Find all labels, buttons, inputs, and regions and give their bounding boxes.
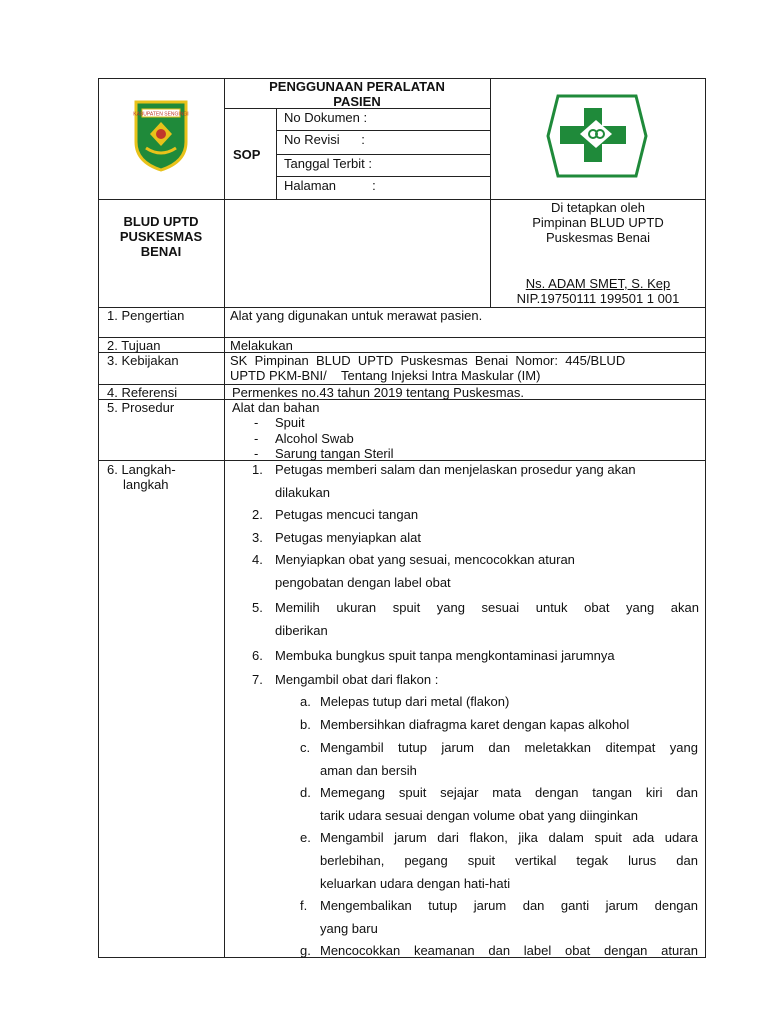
langkah-label-cont: langkah: [123, 477, 169, 492]
substep-letter: g.: [300, 943, 311, 958]
substep-letter: f.: [300, 898, 308, 913]
substep-text: Mengembalikan tutup jarum dan ganti jarum dengan: [320, 898, 698, 913]
substep-text-cont: keluarkan udara dengan hati-hati: [320, 876, 511, 891]
substep-letter: d.: [300, 785, 311, 800]
signer-nip: NIP.19750111 199501 1 001: [516, 291, 680, 306]
substep-letter: a.: [300, 694, 311, 709]
list-bullet: -: [254, 415, 259, 430]
step-number: 3.: [252, 530, 263, 545]
list-bullet: -: [254, 446, 259, 461]
emblem-banner-text: KABUPATEN SENGINGI: [133, 111, 189, 118]
row-line: [98, 337, 706, 338]
step-text: Memilih ukuran spuit yang sesuai untuk obat yang akan: [275, 600, 699, 615]
approval-block: Di tetapkan oleh Pimpinan BLUD UPTD Puskesmas Benai: [532, 200, 664, 245]
step-text: Membuka bungkus spuit tanpa mengkontaminasi jarumnya: [275, 648, 615, 663]
step-text: Mengambil obat dari flakon :: [275, 672, 439, 687]
halaman-field: Halaman :: [284, 178, 376, 193]
substep-text-cont: aman dan bersih: [320, 763, 417, 778]
sop-label: SOP: [233, 147, 261, 162]
signer-name: Ns. ADAM SMET, S. Kep: [525, 276, 671, 291]
langkah-label: 6. Langkah-: [107, 462, 176, 477]
step-number: 6.: [252, 648, 263, 663]
col-line: [276, 108, 277, 199]
list-item: Alcohol Swab: [275, 431, 354, 446]
col-line: [224, 78, 225, 958]
substep-text: Mengambil tutup jarum dan meletakkan ditempat yang: [320, 740, 698, 755]
substep-text-cont: tarik udara sesuai dengan volume obat yang diinginkan: [320, 808, 638, 823]
organization-name: BLUD UPTD PUSKESMAS BENAI: [119, 214, 203, 259]
substep-text: Mengambil jarum dari flakon, jika dalam spuit ada udara: [320, 830, 698, 845]
document-title: PENGGUNAAN PERALATAN PASIEN: [269, 79, 445, 109]
row-line: [276, 130, 490, 131]
step-number: 4.: [252, 552, 263, 567]
list-item: Spuit: [275, 415, 305, 430]
prosedur-heading: Alat dan bahan: [232, 400, 320, 415]
step-text: Petugas menyiapkan alat: [275, 530, 421, 545]
referensi-label: 4. Referensi: [107, 385, 178, 400]
step-number: 5.: [252, 600, 263, 615]
row-line: [276, 154, 490, 155]
regency-emblem-icon: [132, 98, 190, 172]
step-text: Petugas mencuci tangan: [275, 507, 419, 522]
substep-text: Membersihkan diafragma karet dengan kapas alkohol: [320, 717, 630, 732]
kebijakan-label: 3. Kebijakan: [107, 353, 179, 368]
substep-text: Memegang spuit sejajar mata dengan tangan kiri dan: [320, 785, 698, 800]
substep-letter: b.: [300, 717, 311, 732]
step-text: Petugas memberi salam dan menjelaskan prosedur yang akan: [275, 462, 636, 477]
step-number: 7.: [252, 672, 263, 687]
no-dokumen-field: No Dokumen :: [284, 110, 368, 125]
list-item: Sarung tangan Steril: [275, 446, 394, 461]
step-number: 2.: [252, 507, 263, 522]
puskesmas-logo-icon: [546, 94, 648, 178]
list-bullet: -: [254, 431, 259, 446]
step-text-cont: pengobatan dengan label obat: [275, 575, 451, 590]
substep-text-cont: berlebihan, pegang spuit vertikal tegak lurus dan: [320, 853, 698, 868]
tanggal-terbit-field: Tanggal Terbit :: [284, 156, 372, 171]
step-text-cont: diberikan: [275, 623, 328, 638]
substep-letter: c.: [300, 740, 311, 755]
row-line: [98, 460, 706, 461]
substep-letter: e.: [300, 830, 311, 845]
substep-text-cont: yang baru: [320, 921, 378, 936]
tujuan-text: Melakukan: [230, 338, 293, 353]
step-text-cont: dilakukan: [275, 485, 330, 500]
substep-text: Mencocokkan keamanan dan label obat dengan aturan: [320, 943, 698, 958]
no-revisi-field: No Revisi :: [284, 132, 365, 147]
prosedur-label: 5. Prosedur: [107, 400, 175, 415]
col-line: [490, 78, 491, 307]
referensi-text: Permenkes no.43 tahun 2019 tentang Puskesmas.: [232, 385, 524, 400]
kebijakan-line1: SK Pimpinan BLUD UPTD Puskesmas Benai Nomor: 445/BLUD: [230, 353, 626, 368]
row-line: [276, 176, 490, 177]
tujuan-label: 2. Tujuan: [107, 338, 161, 353]
kebijakan-line2: UPTD PKM-BNI/ Tentang Injeksi Intra Maskular (IM): [230, 368, 541, 383]
pengertian-label: 1. Pengertian: [107, 308, 185, 323]
step-number: 1.: [252, 462, 263, 477]
step-text: Menyiapkan obat yang sesuai, mencocokkan aturan: [275, 552, 575, 567]
substep-text: Melepas tutup dari metal (flakon): [320, 694, 510, 709]
pengertian-text: Alat yang digunakan untuk merawat pasien.: [230, 308, 483, 323]
